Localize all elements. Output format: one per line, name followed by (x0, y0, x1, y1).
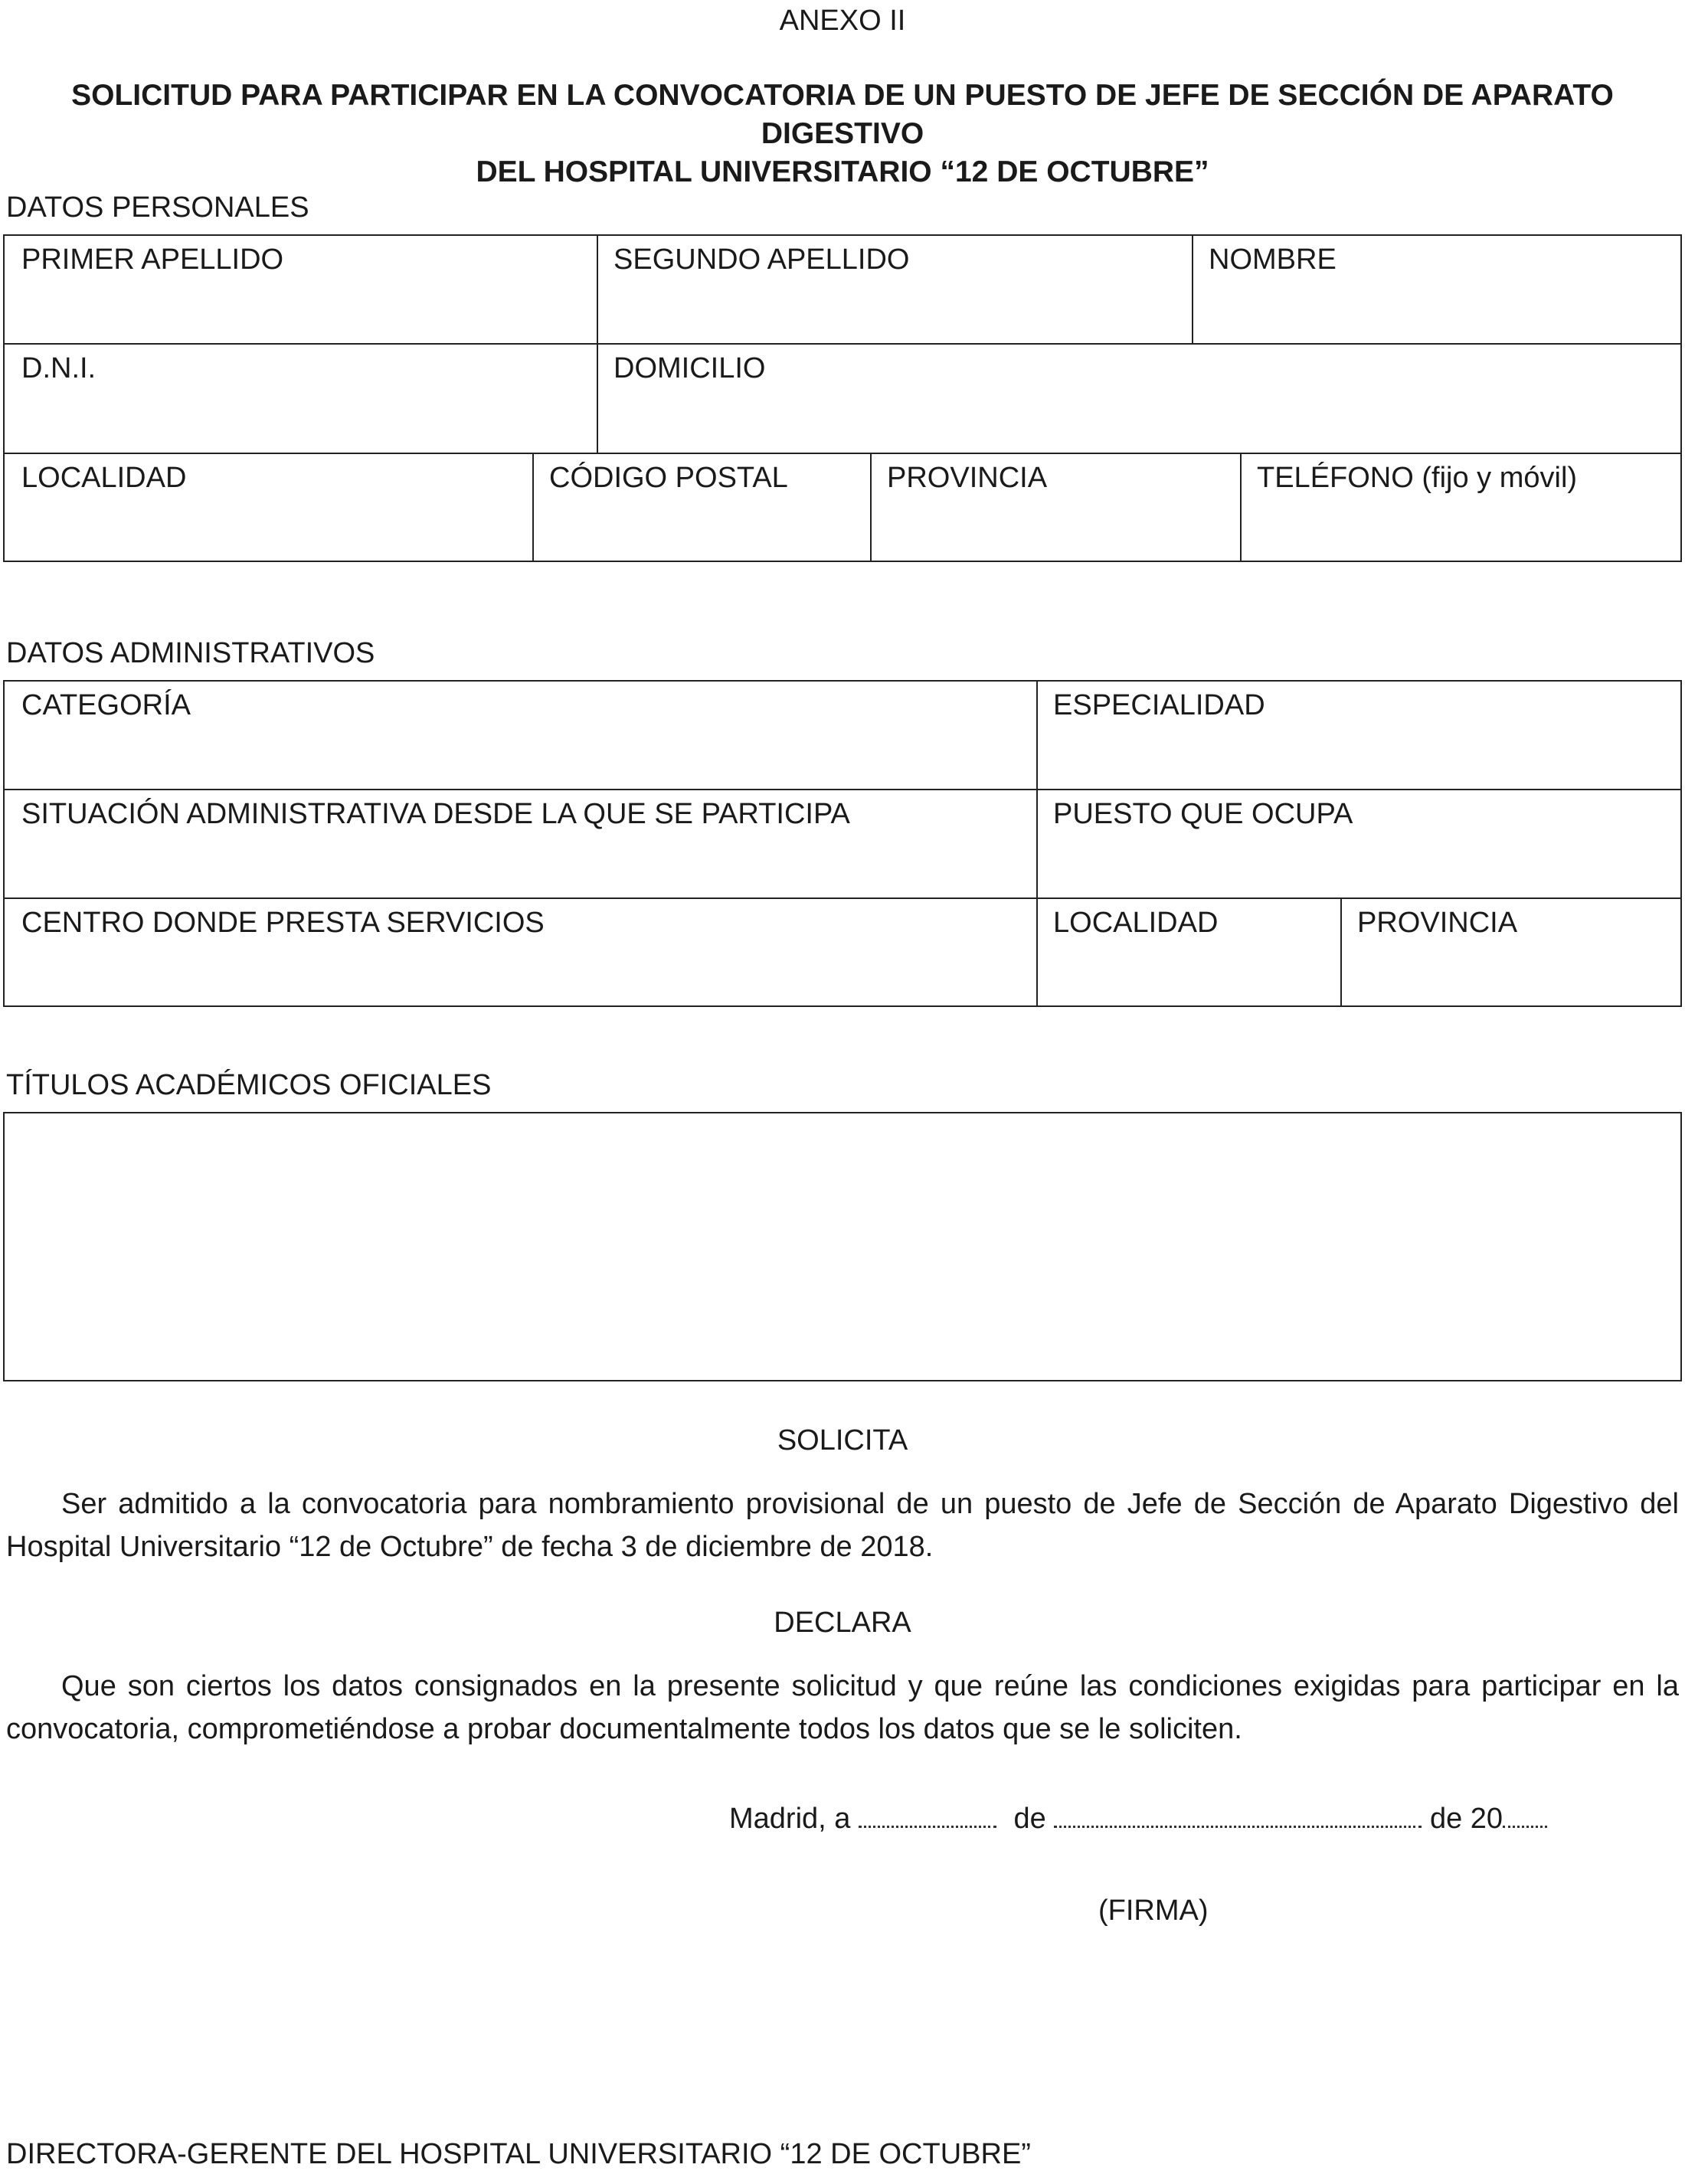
first-surname-field[interactable]: PRIMER APELLIDO (21, 244, 284, 276)
second-surname-field[interactable]: SEGUNDO APELLIDO (613, 244, 910, 276)
year-blank[interactable] (1503, 1804, 1547, 1828)
addressee: DIRECTORA-GERENTE DEL HOSPITAL UNIVERSITARIO “12 DE OCTUBRE” (6, 2138, 1031, 2170)
locality-field[interactable]: LOCALIDAD (21, 462, 187, 494)
administrative-data-heading: DATOS ADMINISTRATIVOS (6, 637, 375, 669)
signature-label: (FIRMA) (1098, 1895, 1209, 1927)
place-date-prefix: Madrid, a (729, 1803, 851, 1835)
address-field[interactable]: DOMICILIO (613, 352, 766, 384)
request-heading: SOLICITA (777, 1424, 908, 1457)
annex-label: ANEXO II (779, 5, 906, 37)
admin-province-field[interactable]: PROVINCIA (1357, 907, 1518, 939)
work-center-field[interactable]: CENTRO DONDE PRESTA SERVICIOS (21, 907, 545, 939)
academic-titles-heading: TÍTULOS ACADÉMICOS OFICIALES (6, 1069, 492, 1101)
academic-titles-box[interactable] (3, 1112, 1682, 1381)
phone-field[interactable]: TELÉFONO (fijo y móvil) (1257, 462, 1578, 494)
form-title-line2: DEL HOSPITAL UNIVERSITARIO “12 DE OCTUBRE” (476, 155, 1209, 188)
place-date-de2: de 20 (1429, 1803, 1503, 1835)
request-text: Ser admitido a la convocatoria para nombramiento provisional de un puesto de Jefe de Sección de Aparato Digestivo del Hospital Universitario “12 de Octubre” de fecha 3 de diciembre de 2018. (6, 1488, 1679, 1563)
specialty-field[interactable]: ESPECIALIDAD (1053, 689, 1265, 721)
form-title (0, 77, 1685, 191)
month-blank[interactable] (1054, 1804, 1422, 1828)
name-field[interactable]: NOMBRE (1209, 244, 1337, 276)
personal-data-heading: DATOS PERSONALES (6, 191, 309, 224)
postal-code-field[interactable]: CÓDIGO POSTAL (549, 462, 788, 494)
place-date-de1: de (1013, 1803, 1046, 1835)
administrative-data-table (3, 680, 1682, 1007)
declaration-heading: DECLARA (774, 1607, 911, 1639)
category-field[interactable]: CATEGORÍA (21, 689, 191, 721)
place-date-line (729, 1803, 1547, 1836)
admin-locality-field[interactable]: LOCALIDAD (1053, 907, 1219, 939)
declaration-text: Que son ciertos los datos consignados en la presente solicitud y que reúne las condiciones exigidas para participar en la convocatoria, comprometiéndose a probar documentalmente todos los datos que se le soliciten. (6, 1670, 1679, 1745)
day-blank[interactable] (859, 1804, 996, 1828)
form-title-line1: SOLICITUD PARA PARTICIPAR EN LA CONVOCATORIA DE UN PUESTO DE JEFE DE SECCIÓN DE APARATO DIGESTIVO (71, 79, 1614, 150)
position-field[interactable]: PUESTO QUE OCUPA (1053, 798, 1353, 830)
province-field[interactable]: PROVINCIA (887, 462, 1048, 494)
dni-field[interactable]: D.N.I. (21, 352, 97, 384)
admin-status-field[interactable]: SITUACIÓN ADMINISTRATIVA DESDE LA QUE SE PARTICIPA (21, 798, 850, 830)
personal-data-table (3, 234, 1682, 562)
